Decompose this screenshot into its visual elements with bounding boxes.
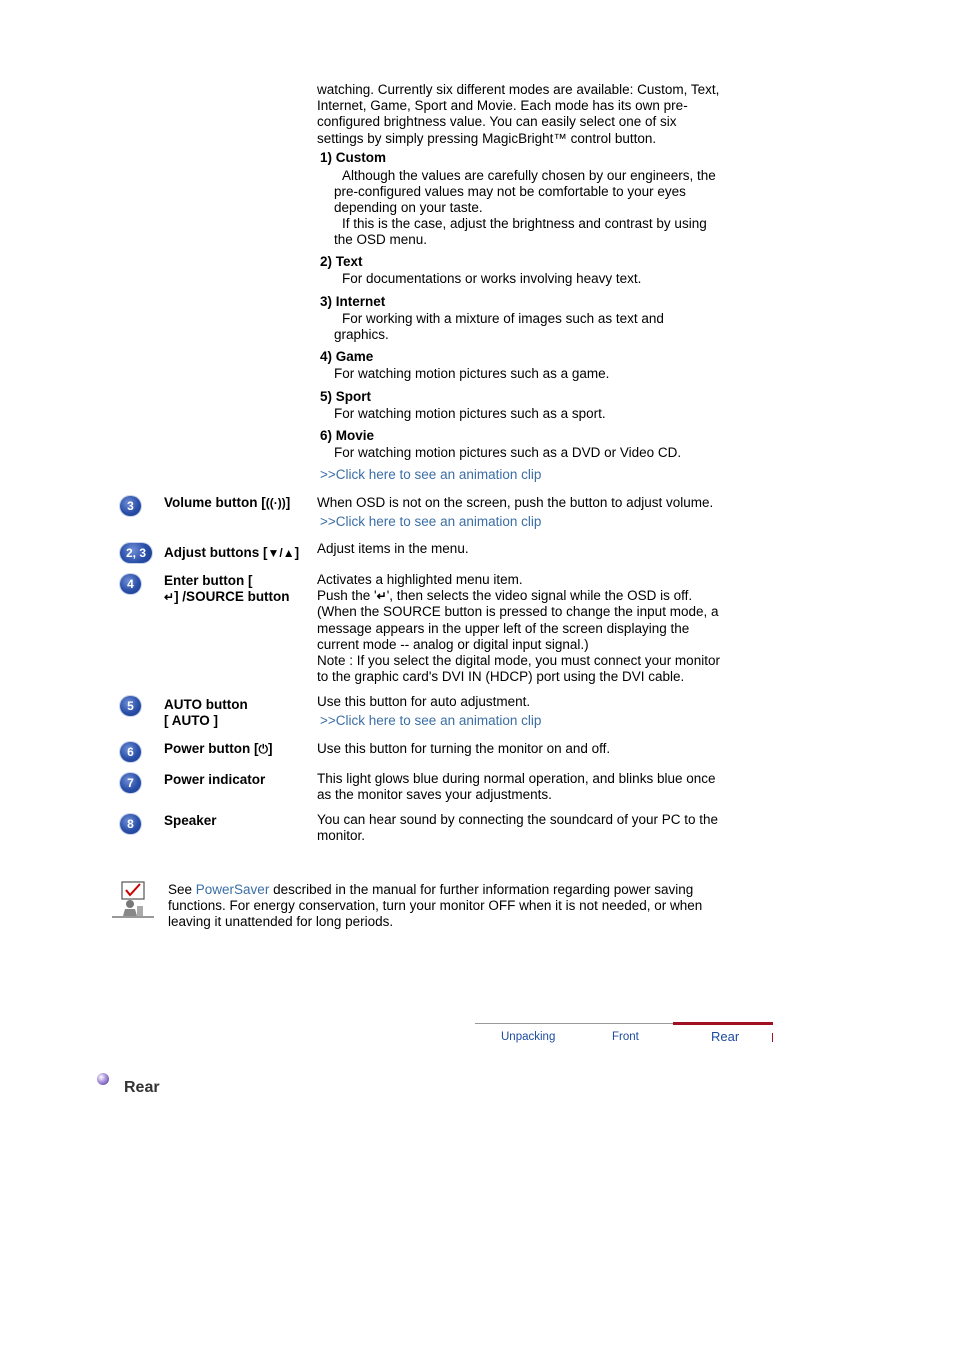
powersaver-link[interactable]: PowerSaver	[195, 882, 270, 897]
bullet-icon	[97, 1073, 109, 1085]
auto-button-label-line1: AUTO button	[164, 697, 248, 712]
powersaver-note	[168, 882, 702, 931]
badge-8: 8	[120, 814, 141, 834]
enter-icon: ↵	[376, 589, 387, 604]
desc-part: ', then selects the video signal while the OSD is off.	[386, 588, 693, 604]
desc-line: current mode -- analog or digital input signal.)	[317, 636, 589, 652]
animation-clip-link[interactable]: >>Click here to see an animation clip	[320, 713, 542, 728]
label-part: ]	[285, 495, 291, 510]
down-up-arrows-icon: ▼/▲	[267, 546, 295, 560]
desc-line: to the graphic card's DVI IN (HDCP) port using the DVI cable.	[317, 669, 685, 685]
volume-desc: When OSD is not on the screen, push the button to adjust volume.	[317, 495, 714, 510]
desc-line: Activates a highlighted menu item.	[317, 572, 523, 587]
tab-front[interactable]: Front	[612, 1031, 639, 1043]
intro-line: configured brightness value. You can easily select one of six	[317, 114, 677, 130]
desc-part: Push the '	[317, 588, 377, 604]
mode-line: For watching motion pictures such as a game.	[334, 366, 610, 381]
tab-rear[interactable]: Rear	[711, 1029, 740, 1044]
note-line: leaving it unattended for long periods.	[168, 914, 394, 930]
label-part: Volume button [	[164, 495, 266, 510]
enter-button-label-line1: Enter button [	[164, 573, 253, 588]
enter-icon: ↵	[164, 590, 175, 604]
section-title-rear: Rear	[124, 1079, 160, 1096]
magicbright-intro	[317, 82, 719, 147]
mode-line: For working with a mixture of images such as text and	[342, 311, 664, 326]
badge-3: 3	[120, 496, 141, 516]
note-line: functions. For energy conservation, turn your monitor OFF when it is not needed, or when	[168, 898, 703, 914]
power-button-label	[164, 741, 273, 757]
badge-4: 4	[120, 574, 141, 594]
tab-bar-end	[772, 1033, 773, 1042]
enter-button-label-line2	[164, 589, 290, 605]
mode-line: For documentations or works involving heavy text.	[342, 271, 642, 286]
speaker-desc	[317, 812, 718, 844]
label-part: ]	[268, 741, 273, 756]
volume-icon: ((·))	[265, 496, 286, 510]
desc-line: (When the SOURCE button is pressed to change the input mode, a	[317, 604, 719, 620]
badge-2-3: 2, 3	[120, 543, 152, 563]
mode-line: If this is the case, adjust the brightness and contrast by using	[342, 216, 707, 231]
desc-line	[317, 588, 720, 604]
badge-6: 6	[120, 742, 141, 762]
adjust-desc: Adjust items in the menu.	[317, 541, 469, 556]
auto-desc: Use this button for auto adjustment.	[317, 694, 531, 709]
tab-bar-line	[475, 1023, 673, 1024]
badge-5: 5	[120, 696, 141, 716]
animation-clip-link[interactable]: >>Click here to see an animation clip	[320, 514, 542, 529]
mode-title-internet: 3) Internet	[320, 294, 386, 309]
label-part: ] /SOURCE button	[174, 589, 290, 604]
desc-line: Note : If you select the digital mode, you must connect your monitor	[317, 653, 720, 669]
speaker-label: Speaker	[164, 813, 217, 828]
active-tab-indicator	[673, 1022, 773, 1025]
mode-line: pre-configured values may not be comfortable to your eyes	[334, 184, 686, 199]
desc-line: monitor.	[317, 828, 366, 844]
desc-line: This light glows blue during normal operation, and blinks blue once	[317, 771, 716, 786]
intro-line: watching. Currently six different modes are available: Custom, Text,	[317, 82, 720, 97]
power-indicator-label: Power indicator	[164, 772, 266, 787]
mode-title-custom: 1) Custom	[320, 150, 387, 165]
note-line	[168, 882, 702, 898]
mode-line: For watching motion pictures such as a sport.	[334, 406, 606, 421]
mode-line: Although the values are carefully chosen by our engineers, the	[342, 168, 716, 183]
power-icon: ⏻	[258, 742, 268, 756]
note-icon	[110, 880, 156, 920]
mode-title-movie: 6) Movie	[320, 428, 375, 443]
badge-7: 7	[120, 773, 141, 793]
note-part: See	[168, 882, 196, 897]
volume-button-label	[164, 495, 290, 511]
adjust-buttons-label	[164, 545, 299, 561]
label-part: Power button [	[164, 741, 259, 756]
desc-line: message appears in the upper left of the screen displaying the	[317, 620, 690, 636]
mode-line: graphics.	[334, 327, 389, 342]
mode-title-game: 4) Game	[320, 349, 374, 364]
tab-unpacking[interactable]: Unpacking	[501, 1031, 556, 1043]
intro-line: Internet, Game, Sport and Movie. Each mode has its own pre-	[317, 98, 688, 114]
mode-line: the OSD menu.	[334, 232, 428, 247]
power-indicator-desc	[317, 771, 716, 803]
note-part: described in the manual for further information regarding power saving	[269, 882, 694, 897]
mode-title-text: 2) Text	[320, 254, 363, 269]
mode-title-sport: 5) Sport	[320, 389, 372, 404]
power-desc: Use this button for turning the monitor on and off.	[317, 741, 611, 756]
mode-line: depending on your taste.	[334, 200, 483, 215]
enter-desc	[317, 572, 720, 685]
desc-line: You can hear sound by connecting the soundcard of your PC to the	[317, 812, 719, 827]
desc-line: as the monitor saves your adjustments.	[317, 787, 552, 803]
intro-line: settings by simply pressing MagicBright™ control button.	[317, 130, 657, 146]
auto-button-label-line2: [ AUTO ]	[164, 713, 218, 728]
mode-line: For watching motion pictures such as a DVD or Video CD.	[334, 445, 682, 460]
label-part: Adjust buttons [	[164, 545, 268, 560]
label-part: ]	[294, 545, 300, 560]
animation-clip-link[interactable]: >>Click here to see an animation clip	[320, 467, 542, 482]
